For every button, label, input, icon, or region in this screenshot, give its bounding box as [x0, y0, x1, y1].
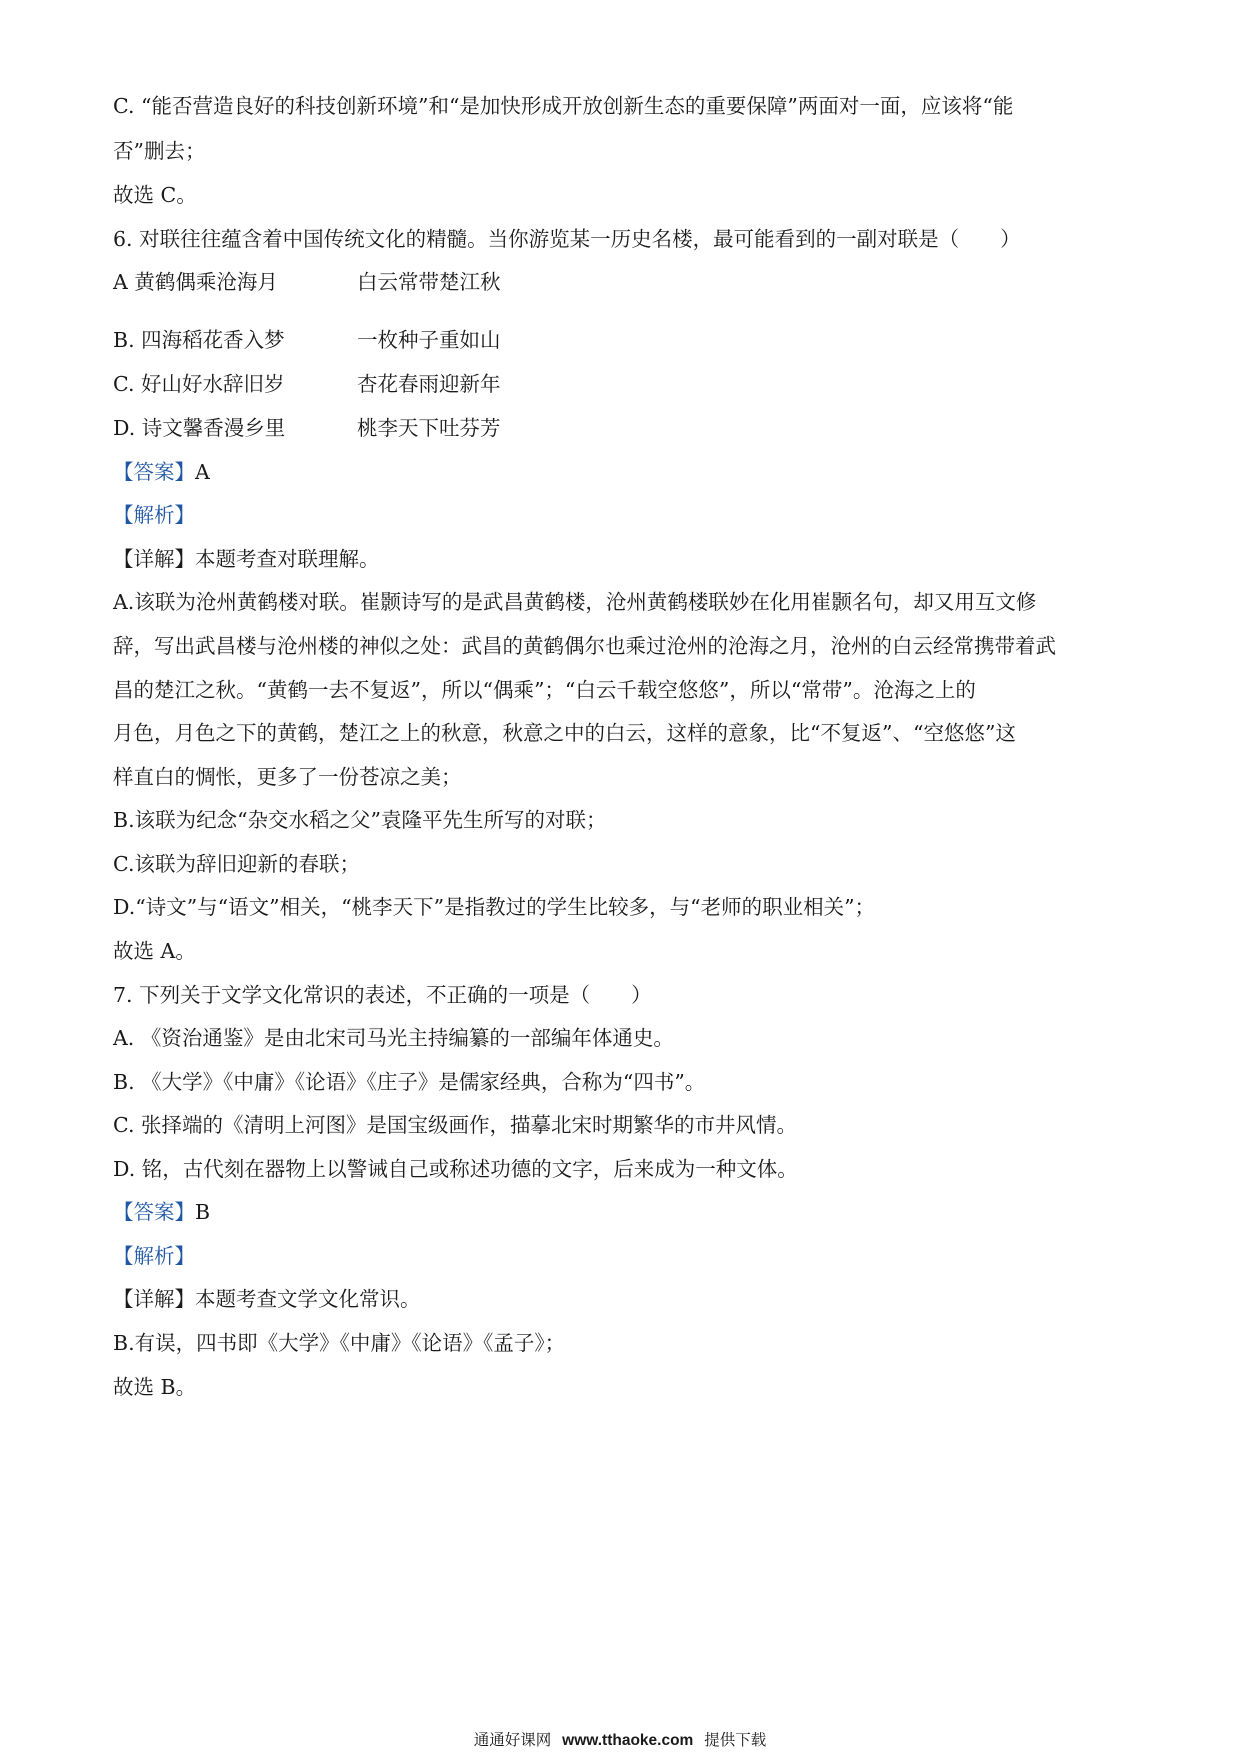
option-b — [113, 326, 1127, 354]
answer-tag: 【答案】 — [113, 1200, 195, 1224]
option-d — [113, 414, 1127, 442]
text-line: 否”删去； — [113, 139, 206, 163]
option-a — [113, 268, 1127, 296]
footer-suffix: 提供下载 — [704, 1731, 767, 1749]
option-c-second-line: 杏花春雨迎新年 — [357, 372, 501, 396]
detail-line: 【详解】本题考查对联理解。 — [113, 547, 380, 571]
answer-value: B — [195, 1200, 211, 1224]
text-line: 故选 A。 — [113, 939, 196, 963]
text-line: D.“诗文”与“语文”相关，“桃李天下”是指教过的学生比较多，与“老师的职业相关”； — [113, 895, 876, 919]
answer-tag: 【答案】 — [113, 460, 195, 484]
text-line: B.该联为纪念“杂交水稻之父”袁隆平先生所写的对联； — [113, 808, 607, 832]
footer-url[interactable]: www.tthaoke.com — [562, 1732, 694, 1749]
page-footer — [0, 1730, 1240, 1751]
text-line: 样直白的惆怅，更多了一份苍凉之美； — [113, 765, 462, 789]
text-line: C.该联为辞旧迎新的春联； — [113, 852, 360, 876]
option-b-second-line: 一枚种子重如山 — [357, 328, 501, 352]
question-7-stem: 7. 下列关于文学文化常识的表述，不正确的一项是（ ） — [113, 983, 652, 1007]
option-b: B. 《大学》《中庸》《论语》《庄子》是儒家经典，合称为“四书”。 — [113, 1070, 706, 1094]
analysis-tag: 【解析】 — [113, 1244, 195, 1268]
option-b-first-line: B. 四海稻花香入梦 — [113, 328, 285, 352]
answer-row — [113, 1198, 1127, 1226]
analysis-tag: 【解析】 — [113, 503, 195, 527]
option-a: A. 《资治通鉴》是由北宋司马光主持编纂的一部编年体通史。 — [113, 1026, 674, 1050]
option-d-second-line: 桃李天下吐芬芳 — [357, 416, 501, 440]
option-c-first-line: C. 好山好水辞旧岁 — [113, 372, 285, 396]
text-line: 故选 C。 — [113, 183, 197, 207]
text-line: A.该联为沧州黄鹤楼对联。崔颢诗写的是武昌黄鹤楼，沧州黄鹤楼联妙在化用崔颢名句，却又用互文修 — [113, 590, 1037, 614]
text-line: C. “能否营造良好的科技创新环境”和“是加快形成开放创新生态的重要保障”两面对一面，应该将“能 — [113, 94, 1014, 118]
option-c — [113, 370, 1127, 398]
option-a-second-line: 白云常带楚江秋 — [357, 270, 501, 294]
option-d-first-line: D. 诗文馨香漫乡里 — [113, 416, 286, 440]
option-c: C. 张择端的《清明上河图》是国宝级画作，描摹北宋时期繁华的市井风情。 — [113, 1113, 797, 1137]
question-6-stem: 6. 对联往往蕴含着中国传统文化的精髓。当你游览某一历史名楼，最可能看到的一副对联是（ ） — [113, 227, 1021, 251]
option-d: D. 铭，古代刻在器物上以警诫自己或称述功德的文字，后来成为一种文体。 — [113, 1157, 798, 1181]
text-line: 辞，写出武昌楼与沧州楼的神似之处：武昌的黄鹤偶尔也乘过沧州的沧海之月，沧州的白云经常携带着武 — [113, 634, 1056, 658]
text-line: B.有误，四书即《大学》《中庸》《论语》《孟子》； — [113, 1331, 566, 1355]
text-line: 故选 B。 — [113, 1375, 197, 1399]
text-line: 月色，月色之下的黄鹤，楚江之上的秋意，秋意之中的白云，这样的意象，比“不复返”、“空悠悠”这 — [113, 721, 1016, 745]
answer-row — [113, 458, 1127, 486]
answer-value: A — [195, 460, 210, 484]
footer-site: 通通好课网 — [473, 1731, 552, 1749]
text-line: 昌的楚江之秋。“黄鹤一去不复返”，所以“偶乘”；“白云千载空悠悠”，所以“常带”。沧海之上的 — [113, 678, 976, 702]
detail-line: 【详解】本题考查文学文化常识。 — [113, 1287, 421, 1311]
option-a-first-line: A 黄鹤偶乘沧海月 — [113, 270, 278, 294]
